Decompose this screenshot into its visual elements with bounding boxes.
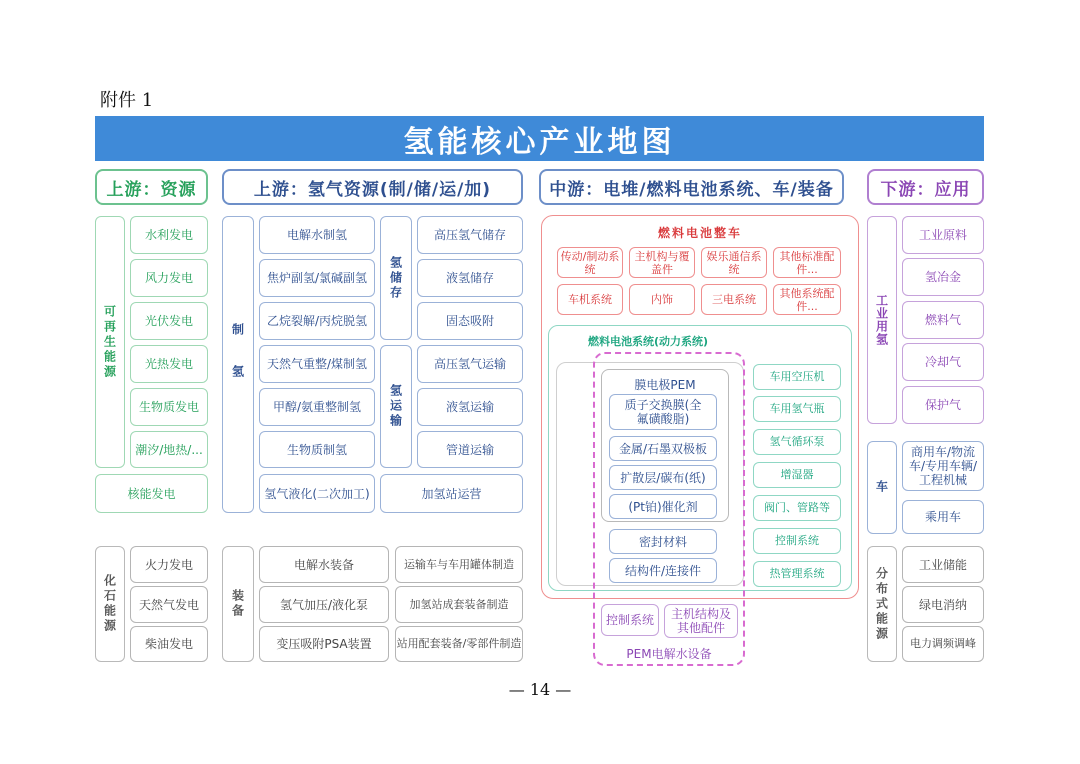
auxiliary-component: 车用氢气瓶: [753, 396, 841, 422]
car-group: [867, 441, 897, 534]
distributed-item: 电力调频调峰: [902, 626, 984, 662]
production-group-label: 制氢: [230, 322, 245, 407]
storage-group-label: 氢储存: [388, 255, 403, 301]
attachment-label: 附件 1: [100, 90, 154, 111]
transport-group-label: 氢运输: [388, 384, 403, 429]
pem-item-label: 主机结构及其他配件: [670, 607, 731, 635]
car-item: [902, 441, 984, 491]
auxiliary-component: 车用空压机: [753, 364, 841, 390]
title-bar: [95, 116, 984, 161]
storage-item: 液氢储存: [417, 259, 523, 297]
transport-item: 管道运输: [417, 431, 523, 468]
hydrogen-station: 加氢站运营: [380, 474, 523, 513]
stack-component: [609, 394, 717, 430]
stack-component: 扩散层/碳布(纸): [609, 465, 717, 490]
renewable-item: 风力发电: [130, 259, 208, 297]
renewable-item: 光热发电: [130, 345, 208, 383]
industrial-item: 燃料气: [902, 301, 984, 339]
industrial-item: 冷却气: [902, 343, 984, 381]
vehicle-component: 其他系统配件...: [773, 284, 841, 315]
pem-item: [664, 604, 738, 638]
renewable-item: 水利发电: [130, 216, 208, 254]
transport-group: [380, 345, 412, 468]
industrial-item: 氢冶金: [902, 258, 984, 296]
renewable-item: 潮汐/地热/...: [130, 431, 208, 468]
distributed-item: 绿电消纳: [902, 586, 984, 623]
vehicle-component: 娱乐通信系统: [701, 247, 767, 278]
fuel-cell-vehicle-title: 燃料电池整车: [657, 226, 742, 240]
equipment-item: 站用配套装备/零部件制造: [395, 626, 523, 662]
header-upstream-hydrogen: 上游：氢气资源(制/储/运/加): [222, 169, 523, 205]
car-item: 乘用车: [902, 500, 984, 534]
production-item: 焦炉副氢/氯碱副氢: [259, 259, 375, 297]
storage-item: 高压氢气储存: [417, 216, 523, 254]
vehicle-component: 传动/制动系统: [557, 247, 623, 278]
auxiliary-component: 热管理系统: [753, 561, 841, 587]
production-item: 电解水制氢: [259, 216, 375, 254]
equipment-item: 氢气加压/液化泵: [259, 586, 389, 623]
industrial-group: [867, 216, 897, 424]
production-item: 生物质制氢: [259, 431, 375, 468]
header-upstream-energy: 上游：资源: [95, 169, 208, 205]
stack-component: 金属/石墨双极板: [609, 436, 717, 461]
fuel-cell-system-title: 燃料电池系统(动力系统): [587, 335, 709, 348]
header-midstream: 中游：电堆/燃料电池系统、车/装备: [539, 169, 844, 205]
vehicle-component: 车机系统: [557, 284, 623, 315]
transport-item: 液氢运输: [417, 388, 523, 426]
storage-item: 固态吸附: [417, 302, 523, 340]
vehicle-component: 内饰: [629, 284, 695, 315]
vehicle-component: 主机构与覆盖件: [629, 247, 695, 278]
mea-title: 膜电极PEM: [634, 378, 696, 392]
stack-component-label: 质子交换膜(全氟磺酸脂): [624, 398, 702, 426]
stack-component: 结构件/连接件: [609, 558, 717, 583]
equipment-group: [222, 546, 254, 662]
production-item: 甲醇/氨重整制氢: [259, 388, 375, 426]
production-item: 天然气重整/煤制氢: [259, 345, 375, 383]
equipment-group-label: 装备: [230, 589, 245, 619]
car-group-label: 车: [874, 480, 889, 495]
auxiliary-component: 氢气循环泵: [753, 429, 841, 455]
auxiliary-component: 控制系统: [753, 528, 841, 554]
header-downstream: 下游：应用: [867, 169, 984, 205]
auxiliary-component: 增湿器: [753, 462, 841, 488]
liquefaction: 氢气液化(二次加工): [259, 474, 375, 513]
stack-component: 密封材料: [609, 529, 717, 554]
nuclear-power: 核能发电: [95, 474, 208, 513]
equipment-item: 加氢站成套装备制造: [395, 586, 523, 623]
production-item: 乙烷裂解/丙烷脱氢: [259, 302, 375, 340]
vehicle-component: 三电系统: [701, 284, 767, 315]
renewable-item: 生物质发电: [130, 388, 208, 426]
stack-component: (Pt铂)催化剂: [609, 494, 717, 519]
distributed-item: 工业储能: [902, 546, 984, 583]
fossil-item: 天然气发电: [130, 586, 208, 623]
pem-electrolysis-title: PEM电解水设备: [626, 647, 712, 661]
equipment-item: 运输车与车用罐体制造: [395, 546, 523, 583]
equipment-item: 电解水装备: [259, 546, 389, 583]
fossil-item: 柴油发电: [130, 626, 208, 662]
pem-item: 控制系统: [601, 604, 659, 636]
distributed-group-label: 分布式能源: [874, 566, 889, 642]
equipment-item: 变压吸附PSA装置: [259, 626, 389, 662]
industrial-item: 工业原料: [902, 216, 984, 254]
transport-item: 高压氢气运输: [417, 345, 523, 383]
auxiliary-component: 阀门、管路等: [753, 495, 841, 521]
vehicle-component: 其他标准配件...: [773, 247, 841, 278]
renewable-item: 光伏发电: [130, 302, 208, 340]
industrial-item: 保护气: [902, 386, 984, 424]
renewable-group-label: 可再生能源: [102, 304, 117, 380]
renewable-group: [95, 216, 125, 468]
page-title: 氢能核心产业地图: [403, 124, 676, 160]
fossil-item: 火力发电: [130, 546, 208, 583]
storage-group: [380, 216, 412, 340]
industrial-group-label: 工业用氢: [874, 294, 889, 346]
page-number: — 14 —: [508, 680, 572, 699]
car-item-label: 商用车/物流车/专用车辆/工程机械: [908, 445, 978, 487]
distributed-group: [867, 546, 897, 662]
production-group: [222, 216, 254, 513]
fossil-group-label: 化石能源: [102, 574, 117, 634]
fossil-group: [95, 546, 125, 662]
